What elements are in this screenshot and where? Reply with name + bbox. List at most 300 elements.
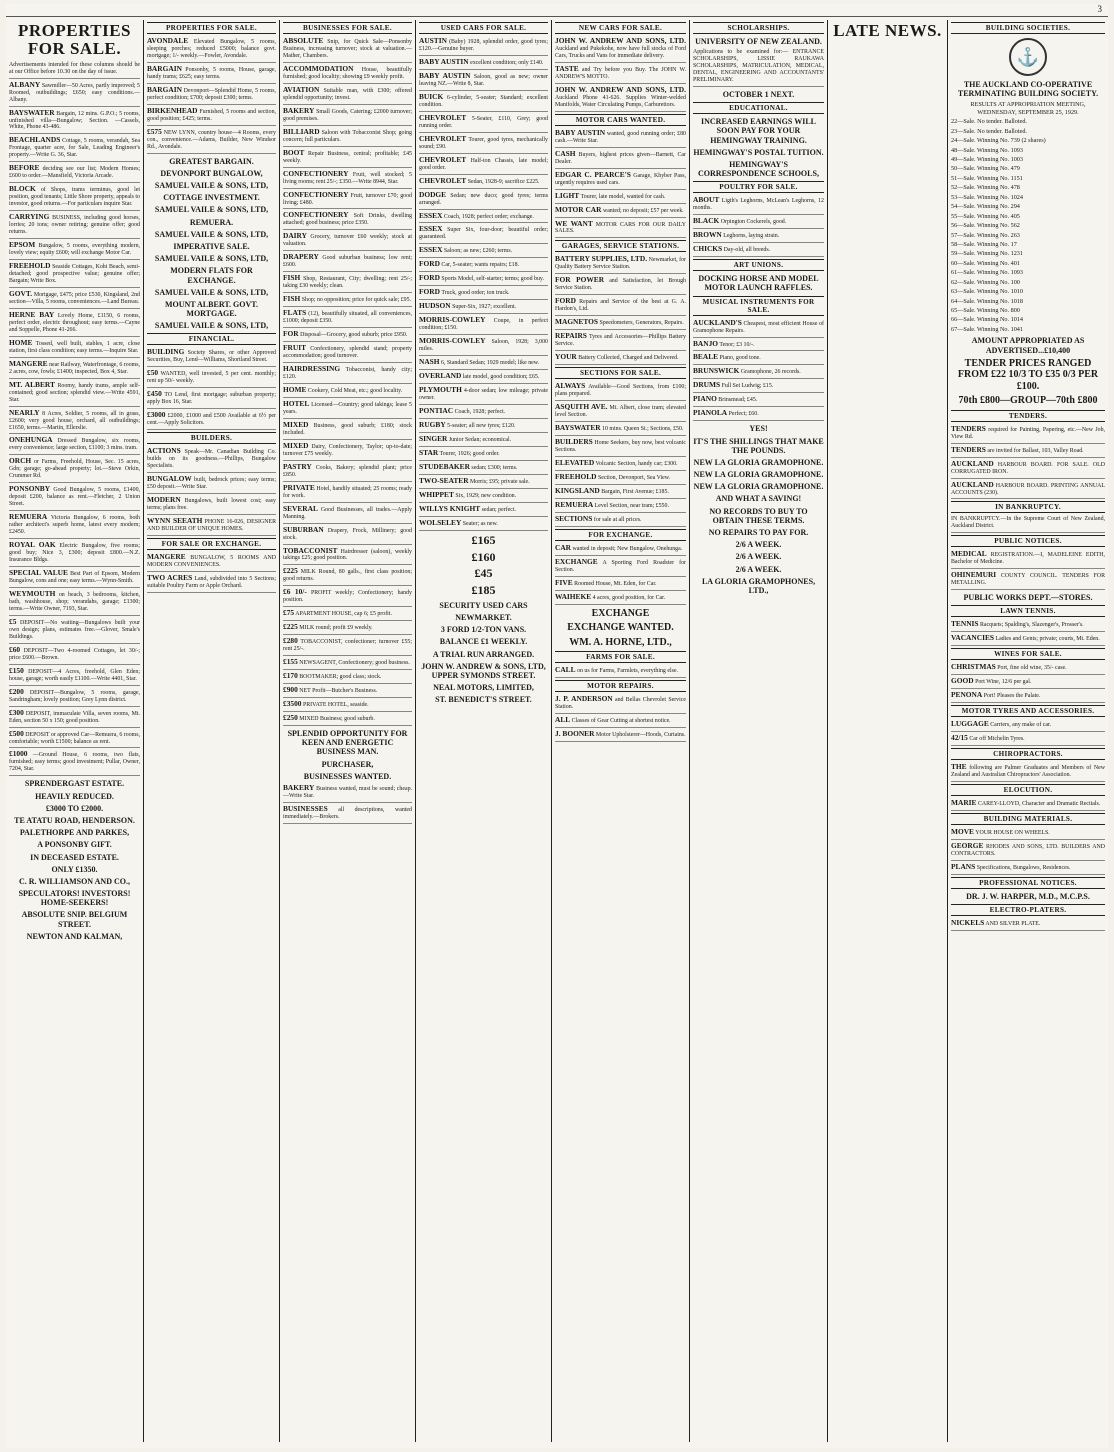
classified-ad [9,646,140,665]
section-heading-builders: BUILDERS. [147,432,276,444]
display-ad-heading: JOHN W. ANDREW & SONS, LTD, UPPER SYMONDS STREET. [421,661,546,681]
classified-ad [555,544,686,556]
ad-lead-word: BILLIARD [283,126,320,136]
column-heading: BUILDING SOCIETIES. [951,22,1105,34]
ad-body: wanted, good running order; £80 cash.—Write Star. [555,130,686,144]
display-ad-heading: BUSINESSES WANTED. [303,771,392,781]
ad-lead-word: BROWN [693,230,722,240]
display-ad-heading: £165 [471,532,496,547]
ad-lead-word: £75 [283,608,295,618]
display-ad-heading: ABSOLUTE SNIP. BELGIUM STREET. [21,910,128,929]
classified-ad [693,196,824,215]
ad-lead-word: FRUIT [283,343,306,353]
section-heading-poultry: POULTRY FOR SALE. [693,181,824,193]
column-heading: SCHOLARSHIPS. [693,22,824,34]
classified-ad [555,276,686,295]
ad-body: APARTMENT HOUSE, cap 6; £5 profit. [294,611,392,618]
ad-lead-word: DODGE [419,189,447,199]
ad-body: DEPOSIT—Two 4-roomed Cottages, let 30/-; price £600.—Brown. [9,647,140,661]
classified-ad [419,37,548,56]
ad-lead-word: CALL [555,665,576,675]
classified-ad [419,72,548,91]
classified-ad [9,360,140,379]
ad-body: Brinsmead; £45. [716,397,758,404]
ad-body: Coupe, in perfect condition; £150. [419,318,548,332]
ad-body: Suitable man, with £300; offered splendid opportunity; invest. [283,87,412,101]
classified-ad [555,150,686,169]
classified-ad [419,477,548,489]
ad-body: Small Goods, Catering; £2000 turnover; good premises. [283,108,412,122]
classified-ad [555,297,686,316]
ad-lead-word: AVONDALE [147,36,189,45]
classified-ad [419,246,548,258]
tennis-list [951,620,1105,646]
ad-lead-word: WHIPPET [419,489,454,499]
ad-lead-word: AUSTIN [419,36,447,45]
display-ad-heading: IN DECEASED ESTATE. [30,852,119,862]
section-heading-electro-platers: ELECTRO-PLATERS. [951,904,1105,916]
ad-lead-word: DRUMS [693,380,721,390]
ad-body: Grocery, turnover £60 weekly; stock at valuation. [283,234,412,248]
ad-body: Newmarket, for Quality Battery Service Station. [555,257,686,271]
column-businesses [280,20,416,1442]
column-heading: LATE NEWS. [833,21,942,40]
public-works-display: PUBLIC WORKS DEPT.—STORES. [963,593,1093,603]
ad-lead-word: MIXED [283,419,309,429]
ad-body: Soft Drinks, dwelling attached; good business; price £350. [283,213,412,227]
ad-lead-word: BUICK [419,91,444,101]
display-ad-heading: 2/6 A WEEK. [735,552,782,562]
classified-ad [419,58,548,70]
ad-lead-word: BUILDING [147,347,185,357]
ad-lead-word: BABY AUSTIN [419,70,471,80]
notices-list [951,550,1105,590]
display-ad-heading: PALETHORPE AND PARKES, [19,828,130,838]
classified-ad [951,481,1105,500]
ad-body: Available—Good Sections, from £100; plans prepared. [555,384,686,398]
section-heading-garages: GARAGES, SERVICE STATIONS. [555,240,686,252]
column-used-cars [416,20,552,1442]
classified-ad [951,634,1105,646]
classified-ad [9,290,140,309]
classified-ad [419,358,548,370]
musical-list [693,319,824,422]
classified-ad [555,730,686,742]
classified-ad [419,302,548,314]
display-list [419,601,548,705]
column-building-societies [948,20,1108,1442]
ad-body: Gramophone, 26 records. [739,369,801,376]
ad-body: Level Section, near tram; £550. [593,502,669,509]
classified-ad [147,65,276,84]
classified-ad [283,547,412,566]
ad-body: Full Set Ludwig; £15. [720,383,774,390]
ad-lead-word: GEORGE [951,841,984,851]
ad-lead-word: MORRIS-COWLEY [419,315,486,325]
ad-body: Auckland and Pukekohe, now have full stocks of Ford Cars, Trucks and Vans for immediate delivery. [555,45,686,59]
display-ad-heading: £3000 TO £2000. [45,803,104,813]
classified-ad [283,253,412,272]
ad-body: Mortgage, £475; price £530, Kingsland, 2nd section—Villa, 5 rooms, conveniences.—Land Bureau. [9,291,140,305]
ad-lead-word: MODERN [147,495,181,505]
appropriation-row: 48—Sale. Winning No. 1093 [951,146,1023,154]
ad-lead-word: £170 [283,671,298,681]
ad-lead-word: WILLYS KNIGHT [419,503,481,513]
ad-body: Lovely Home, £1150, 6 rooms, perfect order, electric throughout; easy terms.—Cayne and Soppelle, Phone 41-266. [9,312,140,333]
ad-body: and Try before you Buy. The JOHN W. ANDREW'S MOTTO. [555,66,686,80]
ad-body: Bungalow, 5 rooms, everything modern, lovely view; equity £600; will exchange Motor Car. [9,243,140,257]
ad-body: AND SILVER PLATE. [984,921,1041,928]
ad-lead-word: BOOT [283,147,305,157]
ad-lead-word: GOVT. [9,288,33,298]
section-heading-financial: FINANCIAL. [147,333,276,345]
classified-ad [283,686,412,698]
ad-list [555,37,686,112]
ad-lead-word: 42/15 [951,733,968,743]
ad-body: Carriers, any make of car. [988,722,1052,729]
appropriation-row: 53—Sale. Winning No. 1024 [951,193,1023,201]
scholarship-title: UNIVERSITY OF NEW ZEALAND. [695,37,822,46]
ad-lead-word: MIXED [283,440,309,450]
ad-body: Home Seekers, buy now, best volcanic Sections. [555,439,686,453]
classified-ad [693,319,824,338]
ad-lead-word: PIANOLA [693,408,728,418]
classified-ad [555,37,686,63]
classified-ad [283,86,412,105]
ad-body: RHODES AND SONS, LTD. BUILDERS AND CONTRACTORS. [951,844,1105,858]
ad-body: Speak—Mr. Canadian Building Co. builds on its goodness.—Phillips, Bungalow Specialists. [147,449,276,470]
display-ad-heading: A TRIAL RUN ARRANGED. [432,649,535,659]
appropriation-row: 64—Sale. Winning No. 1018 [951,297,1023,305]
display-ad-heading: EXCHANGE [591,607,650,619]
ad-body: Business, good suburb; £180; stock included. [283,422,412,436]
ad-lead-word: ALWAYS [555,381,586,391]
ad-body: Hotel, handily situated; 25 rooms; ready for work. [283,485,412,499]
classified-ad [283,421,412,440]
classified-ad [147,369,276,388]
ad-lead-word: £3000 [147,410,166,420]
column-heading: BUSINESSES FOR SALE. [283,22,412,34]
ad-body: DEPOSIT—No waiting—Bungalows built your own design; plans, estimates free.—Glover, Smale's Buildings. [9,619,140,640]
ad-lead-word: PENONA [951,690,983,700]
ad-body: MOTOR CARS FOR OUR DAILY SALES. [555,221,686,235]
classified-ad [555,403,686,422]
ad-lead-word: BEFORE [9,163,40,173]
section-heading-sections: SECTIONS FOR SALE. [555,367,686,379]
classified-ad [555,220,686,239]
educational-display-2: HEMINGWAY'S POSTAL TUITION. [693,147,824,157]
ad-body: Fruit, well stocked; 5 living rooms; rent 25/-; £350.—Write 8944, Star. [283,171,412,185]
ad-lead-word: PONSONBY [9,484,51,494]
ad-lead-word: DAIRY [283,231,307,241]
ad-lead-word: WEYMOUTH [9,588,56,598]
ad-lead-word: J. BOONER [555,728,595,738]
classified-ad [283,658,412,670]
ad-body: Drapery, Frock, Millinery; good stock. [283,527,412,541]
ad-body: HARBOUR BOARD. FOR SALE. OLD CORRUGATED IRON. [951,461,1105,475]
ad-body: Orpington Cockerels, good. [719,219,787,226]
ad-lead-word: BAYSWATER [555,423,601,432]
classified-ad [951,842,1105,861]
classified-ad [555,473,686,485]
amount-appropriated: AMOUNT APPROPRIATED AS ADVERTISED...£10,400 [971,336,1085,355]
ad-body: are invited for Ballast, 103, Valley Road. [985,447,1084,454]
appropriation-row: 49—Sale. Winning No. 1003 [951,156,1023,163]
ad-body: Six, 1929; new condition. [453,492,517,499]
ad-body: Hairdresser (saloon), weekly takings £25; good position. [283,548,412,562]
ad-body: Victoria Bungalow, 6 rooms, both rather architect's superb home, latest every modern; £2450. [9,515,140,536]
ad-body: Devonport—Splendid Home, 5 rooms, perfect condition; £700; deposit £300; terms. [147,87,276,101]
classified-ad [419,114,548,133]
classified-ad [419,212,548,224]
classified-ad [283,191,412,210]
masthead-strip [6,4,1108,17]
ad-lead-word: FORD [419,259,440,269]
section-heading-professional: PROFESSIONAL NOTICES. [951,877,1105,889]
ad-body: Elevated Bungalow, 5 rooms, sleeping porches; reduced £5000; balance govt. mortgage; 1/- weekly.—Fowler, Avondale. [147,39,276,59]
ad-lead-word: FISH [283,294,301,304]
appropriation-row: 24—Sale. Winning No. 739 (2 shares) [951,137,1046,145]
ad-body: built, bedrock prices; easy terms; £50 deposit.—Write Star. [147,477,276,491]
ad-body: Good Businesses, all trades.—Apply Manning. [283,506,412,520]
ad-body: Cottage, 5 rooms, verandah, Sea Frontage, quarter acre, for Sale, Leading Engineer's property.—Write G. 36, Star. [9,138,140,159]
ad-lead-word: ALBANY [9,79,41,89]
ad-body: Garage, Khyber Pass, urgently requires used cars. [555,172,687,186]
bankruptcy-notice: IN BANKRUPTCY.—In the Supreme Court of New Zealand, Auckland District. [951,516,1105,533]
classified-ad [283,714,412,726]
ad-body: Super Six, four-door; beautiful order; guaranteed. [419,227,548,241]
ad-lead-word: MOVE [951,827,974,837]
ad-body: Tourer, good tyres, mechanically sound; £90. [419,136,548,150]
column-late-news [828,20,948,1442]
display-ad-heading: NEAL MOTORS, LIMITED, [433,683,534,693]
ad-body: Seaside Cottages, Kohi Beach, semi-detached; good prospective value; genuine offer; Bargain; Write Box. [9,264,140,284]
display-ad-heading: 2/6 A WEEK. [735,564,782,574]
ad-lead-word: YOUR [555,352,577,362]
classified-ad [9,81,140,107]
classified-ad [555,459,686,471]
ad-body: Tourer, 1926; good order. [438,450,500,457]
display-ad-heading: REMUERA. [189,217,234,227]
section-heading-repairs: MOTOR REPAIRS. [555,680,686,692]
ad-lead-word: £450 [147,389,162,399]
classified-ad [283,65,412,84]
intro-notice: Advertisements intended for these columns should be at our Office before 10.30 on the day of issue. [9,62,140,79]
classified-ad [147,411,276,430]
classified-ad [419,135,548,154]
ad-body: BUSINESS, including good horses, lorries; 20 tons; owner retiring; genuine offer; good returns. [9,215,140,236]
ad-lead-word: PIANO [693,394,717,404]
ad-lead-word: LUGGAGE [951,719,989,729]
ad-lead-word: BARGAIN [147,63,182,73]
ad-lead-word: MOTOR CAR [555,204,602,214]
ad-lead-word: FREEHOLD [555,471,597,481]
display-ad-heading: AND WHAT A SAVING! [715,494,802,504]
classified-ad [9,709,140,728]
display-ad-heading: COTTAGE INVESTMENT. [163,193,260,203]
classified-ad [9,213,140,239]
ad-body: Repair Business, central; profitable; £45 weekly. [283,150,412,164]
scholarship-date: OCTOBER 1 NEXT. [722,90,795,100]
ad-lead-word: CHICKS [693,244,723,254]
ad-lead-word: AUCKLAND [951,479,994,489]
ad-body: Tourer, late model, wanted for cash. [579,193,666,200]
section-heading-exchange: FOR SALE OR EXCHANGE. [147,538,276,550]
ad-lead-word: FORD [555,296,576,306]
ad-body: DEPOSIT—Bungalow, 5 rooms, garage, Sandringham; lovely position; Grey Lynn district. [9,689,140,703]
ad-lead-word: BABY AUSTIN [419,56,469,66]
classified-ad [693,217,824,229]
ad-lead-word: REPAIRS [555,331,587,341]
ad-lead-word: BEACHLANDS [9,135,61,145]
ad-body: Dairy, Confectionery, Taylor; up-to-date; turnover £75 weekly. [283,443,412,457]
ad-body: Ponsonby, 5 rooms, House, garage, handy trams; £625; easy terms. [147,66,276,80]
ad-lead-word: ABOUT [693,195,720,205]
display-ad-heading: SAMUEL VAILE & SONS, LTD, [154,254,269,264]
display-ad-heading: EXCHANGE WANTED. [567,622,674,634]
display-ad-heading: NEW LA GLORIA GRAMOPHONE. [693,470,824,480]
column-scholarships [690,20,828,1442]
ad-body: Best Part of Epsom, Modern Bungalow, cons and one; easy terms.—Wynn-Smith. [9,571,141,584]
classified-ad [693,395,824,407]
classified-ad [555,65,686,84]
display-ad-heading: SAMUEL VAILE & SONS, LTD, [154,287,269,297]
appropriation-row: 62—Sale. Winning No. 100 [951,278,1020,286]
display-list [555,608,686,649]
classified-ad [951,677,1105,689]
ad-lead-word: JOHN W. ANDREW AND SONS, LTD. [555,36,686,45]
classified-ad [419,519,548,531]
ad-lead-word: £250 [283,713,298,723]
ad-lead-word: BANJO [693,338,719,348]
display-ad-heading: 3 FORD 1/2-TON VANS. [440,625,527,635]
ad-body: HARBOUR BOARD. PRINTING ANNUAL ACCOUNTS (230). [951,482,1105,496]
display-list [147,157,276,331]
materials-list [951,828,1105,875]
ad-body: Land, subdivided into 5 Sections; suitable Poultry Farm or Apple Orchard. [147,575,276,589]
ad-lead-word: FOR POWER [555,275,605,285]
classified-ad [283,784,412,803]
ad-body: Ladies and Gents; private; courts, Mt. Eden. [994,636,1100,643]
ad-body: Shop, Restaurant, City; dwelling; rent 25/-; taking £30 weekly; clean. [283,276,412,290]
ad-lead-word: £3500 [283,699,302,709]
ad-lead-word: MANGERE [9,358,48,368]
ad-lead-word: BUSINESSES [283,803,328,813]
ad-lead-word: AVIATION [283,84,320,94]
appropriation-row: 22—Sale. No tender. Balloted. [951,118,1027,126]
ad-body: following are Palmer Graduates and Members of New Zealand and Australian Chiropractors' Association. [951,765,1105,779]
display-ad-heading: £160 [471,549,496,564]
appropriation-row: 55—Sale. Winning No. 405 [951,212,1020,220]
classified-ad [147,37,276,63]
elocution-list [951,799,1105,811]
ad-lead-word: ROYAL OAK [9,540,56,550]
ad-body: Specifications, Bungalows, Residences. [975,865,1071,872]
classified-ad [9,164,140,183]
ad-body: Half-ton Chassis, late model; good order. [419,157,548,171]
ad-body: sedan; perfect. [480,506,516,513]
classified-ad [693,409,824,421]
classified-ad [147,128,276,154]
ad-body: Port, fine old wine, 35/- case. [995,665,1067,672]
classified-ad [283,232,412,251]
classified-ad [419,407,548,419]
ad-lead-word: DRAPERY [283,252,319,262]
ad-lead-word: £6 10/- [283,587,307,597]
appropriation-row: 51—Sale. Winning No. 1151 [951,174,1023,182]
ad-lead-word: ESSEX [419,224,443,234]
wines-list [951,663,1105,703]
builders-list [147,447,276,536]
ad-lead-word: NEARLY [9,407,40,417]
ad-list [283,37,412,726]
ad-body: Cheapest, most efficient House of Gramophone Repairs. [693,320,824,334]
display-ad-heading: C. R. WILLIAMSON AND CO., [19,876,130,886]
ad-body: Leghorns, laying strain. [721,233,780,240]
ad-body: Roomed House, Mt. Eden, for Car. [572,580,657,587]
ad-body: 5-seater; all new tyres; £120. [445,422,516,429]
appropriation-row: 54—Sale. Winning No. 294 [951,203,1020,211]
ad-body: Furnished, 5 rooms and section, good position; £425; terms. [147,108,276,122]
appropriation-row: 67—Sale. Winning No. 1041 [951,325,1023,333]
classified-ad [555,318,686,330]
ad-lead-word: STUDEBAKER [419,461,470,471]
ad-body: Ligth's Leghorns, McLean's Leghorns, 12 months. [693,198,824,212]
ad-body: Tossed, well built, stables, 1 acre, close station, first class condition; easy terms.—Inquire Star. [9,340,140,354]
ad-lead-word: VACANCIES [951,633,994,643]
ad-lead-word: BATTERY SUPPLIES, LTD. [555,254,648,264]
classified-ad [147,348,276,367]
display-ad-heading: MODERN FLATS FOR EXCHANGE. [170,266,253,285]
ad-body: Racquets; Spalding's, Slazenger's, Prosser's. [978,622,1084,629]
ad-lead-word: ALL [555,715,571,724]
ad-lead-word: EXCHANGE [555,556,598,566]
display-ad-heading: ONLY £1350. [51,864,98,874]
wanted-list [555,129,686,239]
ad-body: of Shops, trams terminus, good let position, good tenants; Little Shore property, appeals to investor, good returns.—For particulars inquire Star. [9,187,140,208]
classified-ad [555,424,686,436]
classified-ad [419,288,548,300]
classified-ad [147,574,276,593]
ad-body: Sedan; new duco; good tyres; terms arranged. [419,192,548,206]
ad-body: Dressed Bungalow, six rooms, every convenience; large section, £1100; 3 mins. tram. [9,438,140,452]
ad-body: TOBACCONIST, confectioner; turnover £55; rent 25/-. [283,639,412,653]
classified-ad [9,457,140,483]
ad-body: or Farms, Freehold, House, Sec. 15 acres, Gdn; garage; go-ahead property; lot.—Steve Orkin, Crummer Rd. [9,459,140,480]
classified-ad [283,463,412,482]
classified-ad [419,191,548,210]
ad-lead-word: BUNGALOW [147,474,192,484]
ad-body: Sawmiller—50 Acres, partly improved; 5 Roomed, outbuildings; £650; easy conditions.—Albany. [9,82,140,103]
ad-list [147,37,276,154]
ad-body: Saloon with Tobacconist Shop; going concern; full particulars. [283,129,412,143]
ad-lead-word: AUCKLAND'S [693,317,742,327]
section-heading-wines: WINES FOR SALE. [951,648,1105,660]
classified-ad [9,485,140,511]
ad-lead-word: TENDERS [951,444,986,454]
ad-body: Tobacconist, handy city; £120. [283,367,412,380]
ad-lead-word: BEALE [693,352,719,362]
ad-lead-word: TENDERS [951,423,986,433]
ad-lead-word: TASTE [555,63,579,73]
ad-lead-word: WE WANT [555,218,593,228]
ad-lead-word: FOR [283,329,299,339]
ad-body: DEPOSIT, immaculate Villa, seven rooms, Mt. Eden, section 50 x 150; good position. [9,710,140,724]
ad-body: Motor Upholsterer—Hoods, Curtains. [594,731,686,738]
ad-body: wanted; no deposit; £57 per week. [601,207,684,214]
ad-lead-word: TENNIS [951,619,979,629]
classified-ad [9,569,140,588]
